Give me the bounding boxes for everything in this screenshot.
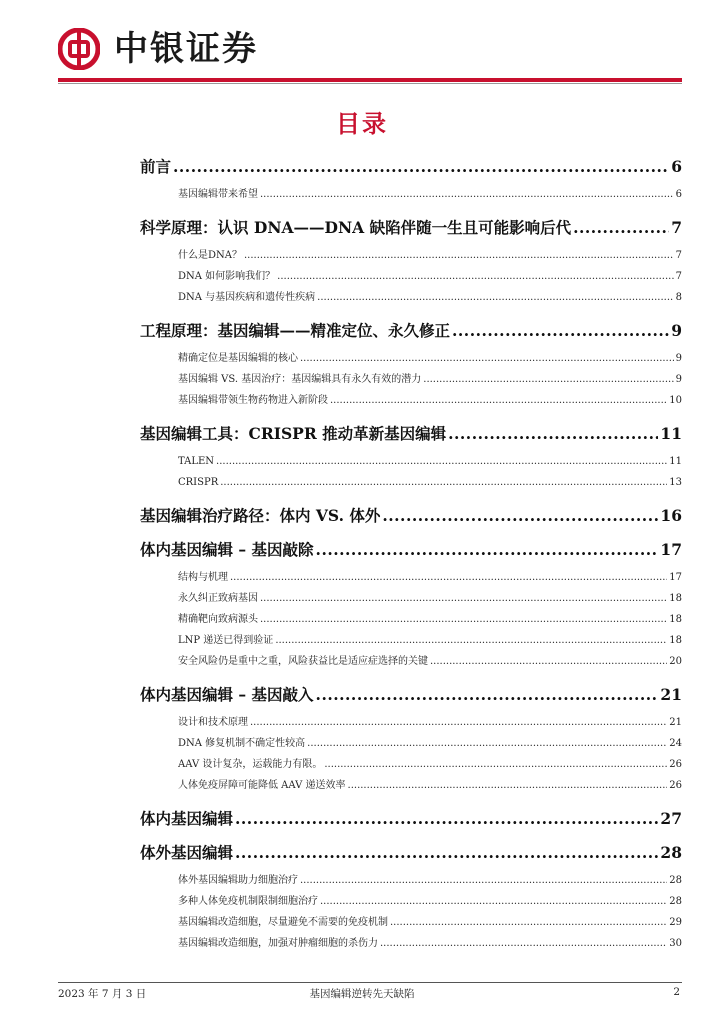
toc-subsection-entry[interactable] [178,651,682,672]
toc-subsection-entry[interactable] [178,390,682,411]
toc-page-number: 21 [669,717,682,728]
toc-page-number: 21 [660,685,682,704]
toc-page-number: 26 [669,759,682,770]
toc-dot-leader [448,417,658,451]
toc-entry-title: 精确定位是基因编辑的核心 [178,353,298,364]
toc-page-number: 8 [675,292,682,303]
footer-date: 2023 年 7 月 3 日 [58,988,147,1000]
toc-subsection-entry[interactable] [178,891,682,912]
toc-entry-title: DNA 与基因疾病和遗传性疾病 [178,292,316,303]
toc-section-entry[interactable] [140,836,682,870]
toc-subsection-entry[interactable] [178,245,682,266]
toc-dot-leader [260,184,674,205]
toc-subsection-entry[interactable] [178,369,682,390]
toc-dot-leader [380,933,667,954]
toc-entry-title: 基因编辑 VS. 基因治疗：基因编辑具有永久有效的潜力 [178,374,422,385]
toc-subsection-entry[interactable] [178,348,682,369]
toc-entry-title: DNA 如何影响我们？ [178,271,276,282]
toc-entry-title: 体内基因编辑 [140,809,234,828]
toc-page-number: 7 [675,250,682,261]
toc-section-entry[interactable] [140,150,682,184]
toc-dot-leader [573,211,669,245]
toc-subsection-entry[interactable] [178,266,682,287]
toc-dot-leader [235,802,658,836]
toc-page-number: 18 [669,614,682,625]
footer-divider [58,982,682,983]
toc-entry-title: 前言 [140,157,172,176]
toc-page-number: 6 [671,157,682,176]
toc-page-number: 11 [669,456,682,467]
toc-dot-leader [260,609,667,630]
toc-subsection-entry[interactable] [178,451,682,472]
table-of-contents [140,150,682,954]
toc-dot-leader [316,678,659,712]
toc-title: 目录 [336,110,388,138]
toc-subsection-entry[interactable] [178,567,682,588]
toc-dot-leader [275,630,667,651]
toc-dot-leader [317,287,673,308]
toc-subsection-entry[interactable] [178,609,682,630]
toc-page-number: 9 [675,353,682,364]
toc-entry-title: 基因编辑改造细胞，加强对肿瘤细胞的杀伤力 [178,938,378,949]
toc-dot-leader [244,245,674,266]
toc-subsection-entry[interactable] [178,754,682,775]
toc-page-number: 7 [671,218,682,237]
toc-page-number: 16 [660,506,682,525]
toc-dot-leader [324,754,667,775]
toc-dot-leader [300,348,674,369]
toc-section-entry[interactable] [140,802,682,836]
toc-entry-title: LNP 递送已得到验证 [178,635,274,646]
toc-section-entry[interactable] [140,678,682,712]
toc-entry-title: 永久纠正致病基因 [178,593,258,604]
toc-subsection-entry[interactable] [178,775,682,796]
toc-page-number: 28 [669,896,682,907]
toc-page-number: 11 [660,424,682,443]
toc-entry-title: 人体免疫屏障可能降低 AAV 递送效率 [178,780,346,791]
toc-page-number: 17 [669,572,682,583]
toc-entry-title: TALEN [178,456,215,467]
toc-dot-leader [382,499,658,533]
toc-subsection-entry[interactable] [178,287,682,308]
toc-entry-title: 基因编辑工具：CRISPR 推动革新基因编辑 [140,424,447,443]
toc-dot-leader [260,588,667,609]
toc-dot-leader [320,891,667,912]
toc-page-number: 10 [669,395,682,406]
toc-dot-leader [430,651,667,672]
header-divider [58,78,682,82]
toc-subsection-entry[interactable] [178,733,682,754]
toc-entry-title: 精确靶向致病源头 [178,614,258,625]
toc-dot-leader [300,870,667,891]
toc-dot-leader [173,150,669,184]
header-divider-thin [58,83,682,84]
toc-subsection-entry[interactable] [178,588,682,609]
toc-entry-title: 什么是DNA？ [178,250,242,261]
toc-page-number: 29 [669,917,682,928]
toc-subsection-entry[interactable] [178,912,682,933]
toc-dot-leader [235,836,658,870]
toc-entry-title: 体内基因编辑 – 基因敲除 [140,540,314,559]
page-header [58,22,682,82]
toc-page-number: 28 [669,875,682,886]
toc-section-entry[interactable] [140,211,682,245]
toc-section-entry[interactable] [140,314,682,348]
toc-subsection-entry[interactable] [178,472,682,493]
toc-entry-title: 工程原理：基因编辑——精准定位、永久修正 [140,321,451,340]
toc-page-number: 13 [669,477,682,488]
toc-page-number: 27 [660,809,682,828]
toc-entry-title: 多种人体免疫机制限制细胞治疗 [178,896,318,907]
toc-entry-title: 基因编辑治疗路径：体内 VS. 体外 [140,506,381,525]
toc-section-entry[interactable] [140,533,682,567]
toc-entry-title: 科学原理：认识 DNA——DNA 缺陷伴随一生且可能影响后代 [140,218,572,237]
toc-page-number: 24 [669,738,682,749]
toc-subsection-entry[interactable] [178,184,682,205]
bank-of-china-logo-icon [58,28,100,70]
toc-dot-leader [216,451,667,472]
toc-page-number: 6 [675,189,682,200]
toc-dot-leader [220,472,667,493]
toc-entry-title: 设计和技术原理 [178,717,248,728]
toc-entry-title: AAV 设计复杂，运载能力有限。 [178,759,323,770]
toc-page-number: 9 [675,374,682,385]
toc-entry-title: 基因编辑带领生物药物进入新阶段 [178,395,328,406]
toc-subsection-entry[interactable] [178,712,682,733]
toc-page-number: 18 [669,593,682,604]
toc-entry-title: 安全风险仍是重中之重，风险获益比是适应症选择的关键 [178,656,428,667]
toc-page-number: 17 [660,540,682,559]
toc-dot-leader [390,912,667,933]
toc-dot-leader [316,533,659,567]
toc-dot-leader [423,369,673,390]
toc-dot-leader [277,266,673,287]
toc-page-number: 26 [669,780,682,791]
toc-section-entry[interactable] [140,499,682,533]
toc-dot-leader [452,314,669,348]
toc-entry-title: 基因编辑改造细胞，尽量避免不需要的免疫机制 [178,917,388,928]
toc-page-number: 30 [669,938,682,949]
brand-name: 中银证券 [114,29,258,69]
toc-entry-title: DNA 修复机制不确定性较高 [178,738,306,749]
toc-page-number: 18 [669,635,682,646]
toc-page-number: 20 [669,656,682,667]
toc-dot-leader [250,712,667,733]
toc-page-number: 7 [675,271,682,282]
toc-entry-title: 体内基因编辑 – 基因敲入 [140,685,314,704]
toc-dot-leader [307,733,667,754]
toc-section-entry[interactable] [140,417,682,451]
footer-page-number: 2 [673,986,680,998]
toc-entry-title: 体外基因编辑 [140,843,234,862]
toc-entry-title: 结构与机理 [178,572,228,583]
toc-dot-leader [230,567,667,588]
toc-dot-leader [330,390,667,411]
toc-subsection-entry[interactable] [178,630,682,651]
toc-subsection-entry[interactable] [178,933,682,954]
toc-page-number: 9 [671,321,682,340]
toc-dot-leader [348,775,668,796]
toc-entry-title: CRISPR [178,477,219,488]
toc-subsection-entry[interactable] [178,870,682,891]
toc-entry-title: 基因编辑带来希望 [178,189,258,200]
toc-entry-title: 体外基因编辑助力细胞治疗 [178,875,298,886]
toc-page-number: 28 [660,843,682,862]
footer-title: 基因编辑逆转先天缺陷 [309,988,415,1000]
